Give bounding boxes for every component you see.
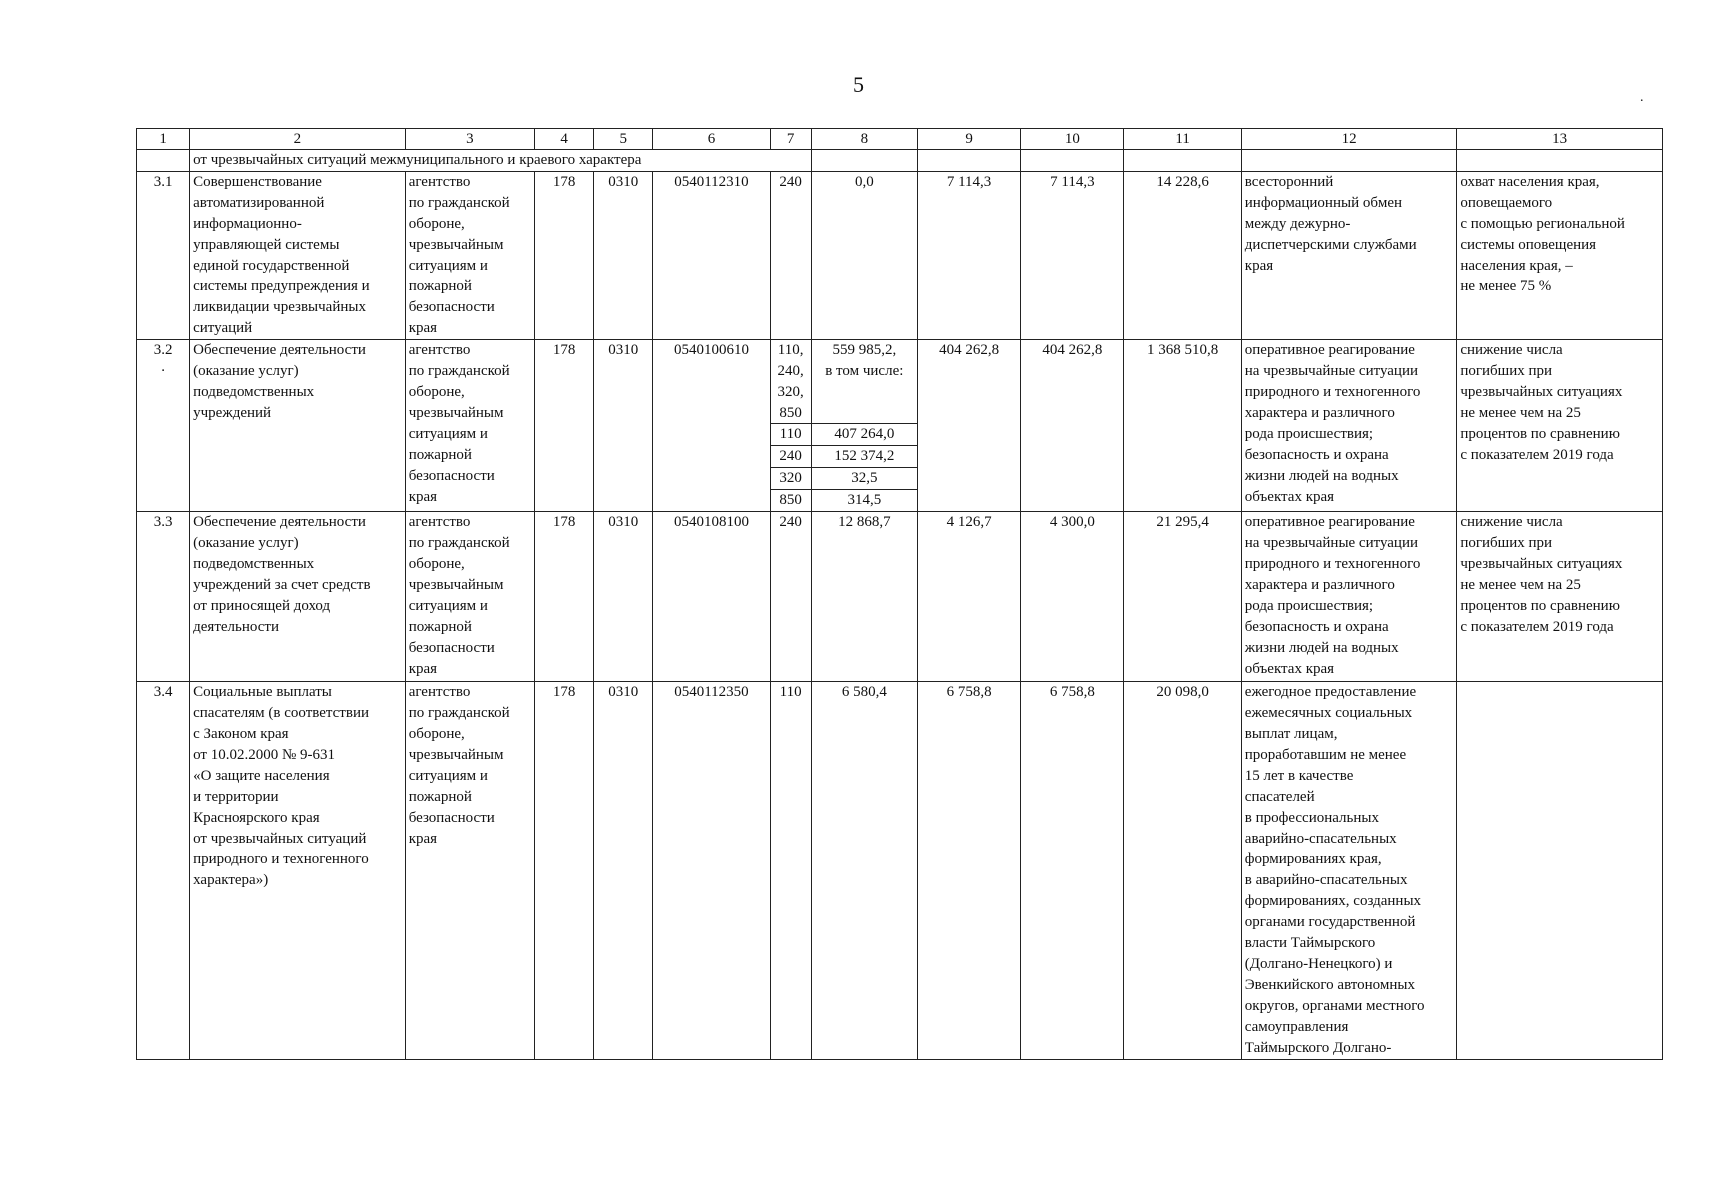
col-header: 1 [137,129,190,150]
agency: агентство по гражданской обороне, чрезвычайным ситуациям и пожарной безопасности края [405,340,534,512]
value-2020: 0,0 [811,171,917,339]
table-row [137,512,1663,682]
col-header: 9 [917,129,1020,150]
value-total: 20 098,0 [1124,682,1241,1060]
col-header: 12 [1241,129,1457,150]
code-section: 0310 [594,171,653,339]
value-2020: 559 985,2, в том числе: [825,342,904,380]
code-grbs: 178 [535,512,594,682]
expected-result: всесторонний информационный обмен между дежурно- диспетчерскими службами края [1241,171,1457,339]
breakdown-code: 240 [771,445,811,467]
value-total: 14 228,6 [1124,171,1241,339]
col-header: 6 [653,129,770,150]
code-expense-cell [770,340,811,512]
row-number: 3.2 [153,342,173,359]
breakdown-value: 152 374,2 [812,445,917,467]
code-grbs: 178 [535,340,594,512]
table-row [137,682,1663,1060]
value-2021: 4 126,7 [917,512,1020,682]
expected-result: оперативное реагирование на чрезвычайные ситуации природного и техногенного характера и различного рода происшествия; безопасность и охрана жизни людей на водных объектах края [1241,340,1457,512]
activity-name: Социальные выплаты спасателям (в соответствии с Законом края от 10.02.2000 № 9-631 «О защите населения и территории Красноярского края от чрезвычайных ситуаций природного и техногенного характера») [190,682,406,1060]
code-grbs: 178 [535,682,594,1060]
value-total: 1 368 510,8 [1124,340,1241,512]
activity-name: Обеспечение деятельности (оказание услуг) подведомственных учреждений за счет средств от приносящей доход деятельности [190,512,406,682]
code-expense: 240 [770,171,811,339]
col-header: 10 [1021,129,1124,150]
table-body [137,129,1663,1060]
code-section: 0310 [594,512,653,682]
header-row [137,129,1663,150]
row-number-mark: · [160,363,166,380]
breakdown-code: 320 [771,467,811,489]
code-target: 0540112350 [653,682,770,1060]
col-header: 2 [190,129,406,150]
value-2022: 6 758,8 [1021,682,1124,1060]
section-row [137,150,1663,172]
breakdown-value: 407 264,0 [812,423,917,445]
activity-name: Обеспечение деятельности (оказание услуг) подведомственных учреждений [190,340,406,512]
col-header: 8 [811,129,917,150]
code-target: 0540100610 [653,340,770,512]
agency: агентство по гражданской обороне, чрезвычайным ситуациям и пожарной безопасности края [405,512,534,682]
agency: агентство по гражданской обороне, чрезвычайным ситуациям и пожарной безопасности края [405,682,534,1060]
activity-name: Совершенствование автоматизированной информационно- управляющей системы единой государственной системы предупреждения и ликвидации чрезвычайных ситуаций [190,171,406,339]
value-2022: 7 114,3 [1021,171,1124,339]
code-expense-list: 110, 240, 320, 850 [777,342,804,421]
value-2021: 404 262,8 [917,340,1020,512]
value-2020: 6 580,4 [811,682,917,1060]
agency: агентство по гражданской обороне, чрезвычайным ситуациям и пожарной безопасности края [405,171,534,339]
value-2020: 12 868,7 [811,512,917,682]
program-table [136,128,1663,1060]
expected-result: ежегодное предоставление ежемесячных социальных выплат лицам, проработавшим не менее 15 лет в качестве спасателей в профессиональных аварийно-спасательных формированиях края, в аварийно-спасательных формированиях, созданных органами государственной власти Таймырского (Долгано-Ненецкого) и Эвенкийского автономных округов, органами местного самоуправления Таймырского Долгано- [1241,682,1457,1060]
table-row [137,340,1663,512]
indicator: охват населения края, оповещаемого с помощью региональной системы оповещения населения края, – не менее 75 % [1457,171,1663,339]
row-number: 3.1 [137,171,190,339]
stray-dot: . [1640,90,1644,105]
indicator [1457,682,1663,1060]
col-header: 11 [1124,129,1241,150]
code-grbs: 178 [535,171,594,339]
indicator: снижение числа погибших при чрезвычайных ситуациях не менее чем на 25 процентов по сравнению с показателем 2019 года [1457,340,1663,512]
row-number: 3.3 [137,512,190,682]
table-row [137,171,1663,339]
value-total: 21 295,4 [1124,512,1241,682]
breakdown-value: 32,5 [812,467,917,489]
code-expense: 110 [770,682,811,1060]
value-2020-cell [811,340,917,512]
value-2022: 404 262,8 [1021,340,1124,512]
value-2021: 7 114,3 [917,171,1020,339]
value-2021: 6 758,8 [917,682,1020,1060]
row-number: 3.4 [137,682,190,1060]
col-header: 3 [405,129,534,150]
code-section: 0310 [594,340,653,512]
expected-result: оперативное реагирование на чрезвычайные ситуации природного и техногенного характера и различного рода происшествия; безопасность и охрана жизни людей на водных объектах края [1241,512,1457,682]
page-number: 5 [853,72,864,97]
col-header: 4 [535,129,594,150]
code-section: 0310 [594,682,653,1060]
code-expense: 240 [770,512,811,682]
col-header: 5 [594,129,653,150]
breakdown-value: 314,5 [812,489,917,511]
value-2022: 4 300,0 [1021,512,1124,682]
section-title: от чрезвычайных ситуаций межмуниципального и краевого характера [190,150,812,172]
col-header: 13 [1457,129,1663,150]
breakdown-code: 110 [771,423,811,445]
col-header: 7 [770,129,811,150]
breakdown-code: 850 [771,489,811,511]
indicator: снижение числа погибших при чрезвычайных ситуациях не менее чем на 25 процентов по сравнению с показателем 2019 года [1457,512,1663,682]
code-target: 0540112310 [653,171,770,339]
code-target: 0540108100 [653,512,770,682]
